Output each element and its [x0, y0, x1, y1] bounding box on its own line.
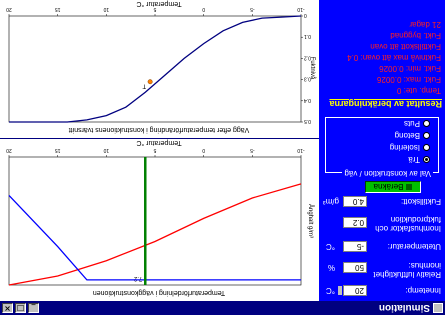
indoor-temp-label: Utetemperatur: [387, 242, 441, 251]
chart-title: Temperaturfördelning i väggkonstruktionen [92, 289, 226, 296]
y-tick-label: 0.5 [304, 118, 311, 124]
plot-frame [9, 157, 301, 285]
humidity-input[interactable]: 50 [343, 262, 367, 273]
result-line: Fukttillskott ätt ovan [370, 42, 441, 51]
radio-icon [423, 121, 430, 128]
y-tick-label: 0 [304, 12, 307, 18]
radio-option-tra[interactable] [408, 155, 430, 165]
humidity-label-line1: Relativ luftfuktighet [373, 270, 441, 279]
outside-temp-input[interactable]: 20 [343, 285, 367, 296]
maximize-button[interactable]: □ [16, 304, 25, 313]
x-tick-label: 0 [202, 6, 206, 12]
result-line: Fuktnivå max ätt ovan: 0.4 [347, 53, 441, 62]
x-tick-label: 5 [153, 6, 157, 12]
top-chart-panel [0, 0, 319, 138]
calculator-icon [406, 184, 412, 190]
x-tick-label: 5 [153, 147, 157, 153]
window-title: Simulation [378, 302, 430, 314]
series-line-1 [9, 184, 301, 285]
chart-title: Vägg efter temperaturförändring i konstruktionens tvärsnitt [68, 126, 250, 133]
indoor-temp-unit: °C [326, 242, 335, 251]
x-tick-label: 15 [54, 147, 61, 153]
heat-factor-input[interactable]: 0.2 [343, 217, 367, 228]
construction-group [325, 117, 439, 178]
x-tick-label: -10 [297, 147, 305, 153]
heat-factor-label-line2: fuktproduktion [390, 215, 441, 224]
rh-factor-input[interactable]: 4.0 [343, 196, 367, 207]
results-title: Resultat av beräkningarna [329, 99, 442, 109]
radio-label: Betong [394, 131, 420, 141]
app-icon [433, 303, 443, 313]
chart-ylabel: Fuktnivå [309, 56, 315, 80]
plot-frame [9, 16, 301, 122]
y-tick-label: 0.4 [304, 96, 311, 103]
x-tick-label: 15 [54, 6, 61, 12]
outside-temp-spinner[interactable] [338, 286, 342, 295]
x-tick-label: -5 [250, 147, 255, 153]
x-tick-label: 20 [6, 6, 12, 12]
chart-ylabel: Ånghalt g/m³ [307, 203, 313, 239]
bottom-chart-panel [0, 139, 319, 301]
marker-label: T [142, 82, 147, 89]
x-tick-label: 0 [202, 147, 206, 153]
radio-label: Puts [403, 119, 420, 129]
y-tick-label: 0.2 [304, 54, 311, 61]
rh-factor-label: Fuktillskott: [400, 197, 441, 206]
radio-selected-icon [423, 157, 430, 164]
y-tick-label: 0.1 [304, 33, 311, 40]
heat-factor-label-line1: Inomhusfaktor och [375, 224, 441, 233]
result-line: Fukt. byggnad [390, 31, 441, 40]
marker-label: 7.2 [133, 275, 143, 281]
moisture-chart [0, 0, 319, 138]
humidity-label-line2: inomhus: [408, 261, 441, 270]
humidity-unit: % [327, 263, 335, 272]
radio-label: Isolering [389, 143, 420, 153]
x-tick-label: -5 [250, 6, 255, 12]
x-tick-label: 10 [103, 147, 110, 153]
x-tick-label: 20 [6, 147, 12, 153]
result-line: 21 dagar [409, 20, 441, 29]
chart-divider [0, 138, 319, 139]
minimize-button[interactable]: _ [28, 303, 39, 313]
result-line: Fukt. min: 0.0026 [379, 64, 441, 73]
x-tick-label: 10 [103, 6, 110, 12]
result-line: Fukt. max: 0.0026 [376, 75, 441, 84]
result-line: Temp. ute: 0 [396, 86, 441, 95]
radio-option-puts[interactable] [404, 119, 430, 129]
radio-option-betong[interactable] [395, 131, 430, 141]
indoor-temp-input[interactable]: -5 [343, 241, 367, 252]
close-button[interactable]: × [2, 303, 13, 313]
calculate-button[interactable] [365, 181, 421, 193]
radio-icon [423, 133, 430, 140]
series-line-1 [9, 16, 301, 122]
construction-group-title: Val av konstruktion / väg [344, 169, 431, 178]
temperature-chart [0, 139, 319, 301]
radio-option-isolering[interactable] [390, 143, 430, 153]
calculate-button-label: Beräkna [373, 182, 404, 192]
settings-panel [319, 0, 445, 301]
x-tick-label: -10 [297, 6, 305, 12]
series-line-2 [9, 195, 301, 280]
data-marker [148, 80, 152, 84]
title-bar [0, 301, 445, 315]
rh-factor-unit: g/m³ [323, 197, 339, 206]
outside-temp-label: Innetemp: [405, 286, 441, 295]
chart-xlabel: Temperatur °C [136, 139, 182, 146]
radio-label: Trä [408, 155, 420, 165]
radio-icon [423, 145, 430, 152]
outside-temp-unit: °C [326, 286, 335, 295]
y-tick-label: 0.3 [304, 75, 311, 82]
chart-xlabel: Temperatur °C [136, 0, 182, 7]
